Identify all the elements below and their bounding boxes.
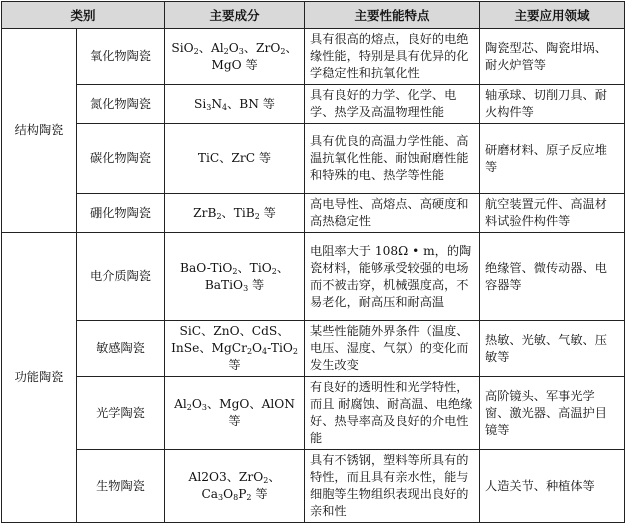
features-cell: 具有不锈钢，塑料等所具有的特性，而且具有亲水性，能与细胞等生物组织表现出良好的亲和性 (305, 450, 480, 523)
composition-cell: TiC、ZrC 等 (165, 124, 305, 194)
type-cell: 碳化物陶瓷 (77, 124, 165, 194)
features-cell: 某些性能随外界条件（温度、电压、湿度、气氛）的变化而发生改变 (305, 321, 480, 377)
group-label-structural: 结构陶瓷 (2, 29, 77, 233)
applications-cell: 人造关节、种植体等 (480, 450, 625, 523)
table-row (2, 450, 625, 523)
features-cell: 具有优良的高温力学性能、高温抗氧化性能、耐蚀耐磨性能和特殊的电、热学等性能 (305, 124, 480, 194)
composition-cell: BaO-TiO$_2$、TiO$_2$、BaTiO$_3$ 等 (165, 233, 305, 321)
composition-cell: $Al_2O_3$、MgO、AlON 等 (165, 377, 305, 450)
table-row (2, 85, 625, 124)
features-cell: 有良好的透明性和光学特性，而且 耐腐蚀、耐高温、电绝缘好、热导率高及良好的介电性能 (305, 377, 480, 450)
composition-cell: ZrB$_2$、TiB$_2$ 等 (165, 194, 305, 233)
header-features: 主要性能特点 (305, 2, 480, 29)
composition-cell: SiO$_2$、$Al_2O_3$、ZrO$_2$、MgO 等 (165, 29, 305, 85)
features-cell: 电阻率大于 108Ω • m，的陶瓷材料，能够承受较强的电场而不被击穿，机械强度高，不易老化，耐高压和耐高温 (305, 233, 480, 321)
type-cell: 硼化物陶瓷 (77, 194, 165, 233)
applications-cell: 热敏、光敏、气敏、压敏等 (480, 321, 625, 377)
type-cell: 氧化物陶瓷 (77, 29, 165, 85)
table-row (2, 233, 625, 321)
header-row (2, 2, 625, 29)
type-cell: 敏感陶瓷 (77, 321, 165, 377)
type-cell: 氮化物陶瓷 (77, 85, 165, 124)
features-cell: 具有很高的熔点，良好的电绝缘性能，特别是具有优异的化学稳定性和抗氧化性 (305, 29, 480, 85)
type-cell: 电介质陶瓷 (77, 233, 165, 321)
header-category: 类别 (2, 2, 165, 29)
features-cell: 高电导性、高熔点、高硬度和高热稳定性 (305, 194, 480, 233)
table-row (2, 321, 625, 377)
composition-cell: SiC、ZnO、CdS、InSe、$MgCr_2O_4-TiO_2$ 等 (165, 321, 305, 377)
group-label-functional: 功能陶瓷 (2, 233, 77, 523)
table-row (2, 377, 625, 450)
header-composition: 主要成分 (165, 2, 305, 29)
ceramics-table (1, 1, 625, 523)
type-cell: 生物陶瓷 (77, 450, 165, 523)
features-cell: 具有良好的力学、化学、电学、热学及高温物理性能 (305, 85, 480, 124)
composition-cell: Al2O3、ZrO$_2$、$Ca_3O_8P_2$ 等 (165, 450, 305, 523)
table-row (2, 29, 625, 85)
applications-cell: 绝缘管、微传动器、电容器等 (480, 233, 625, 321)
applications-cell: 研磨材料、原子反应堆等 (480, 124, 625, 194)
composition-cell: $Si_3N_4$、BN 等 (165, 85, 305, 124)
applications-cell: 航空装置元件、高温材料试验件构件等 (480, 194, 625, 233)
table-row (2, 194, 625, 233)
applications-cell: 陶瓷型芯、陶瓷坩埚、耐火炉管等 (480, 29, 625, 85)
header-applications: 主要应用领域 (480, 2, 625, 29)
applications-cell: 轴承球、切削刀具、耐火构件等 (480, 85, 625, 124)
applications-cell: 高阶镜头、军事光学窗、激光器、高温护目镜等 (480, 377, 625, 450)
type-cell: 光学陶瓷 (77, 377, 165, 450)
table-row (2, 124, 625, 194)
